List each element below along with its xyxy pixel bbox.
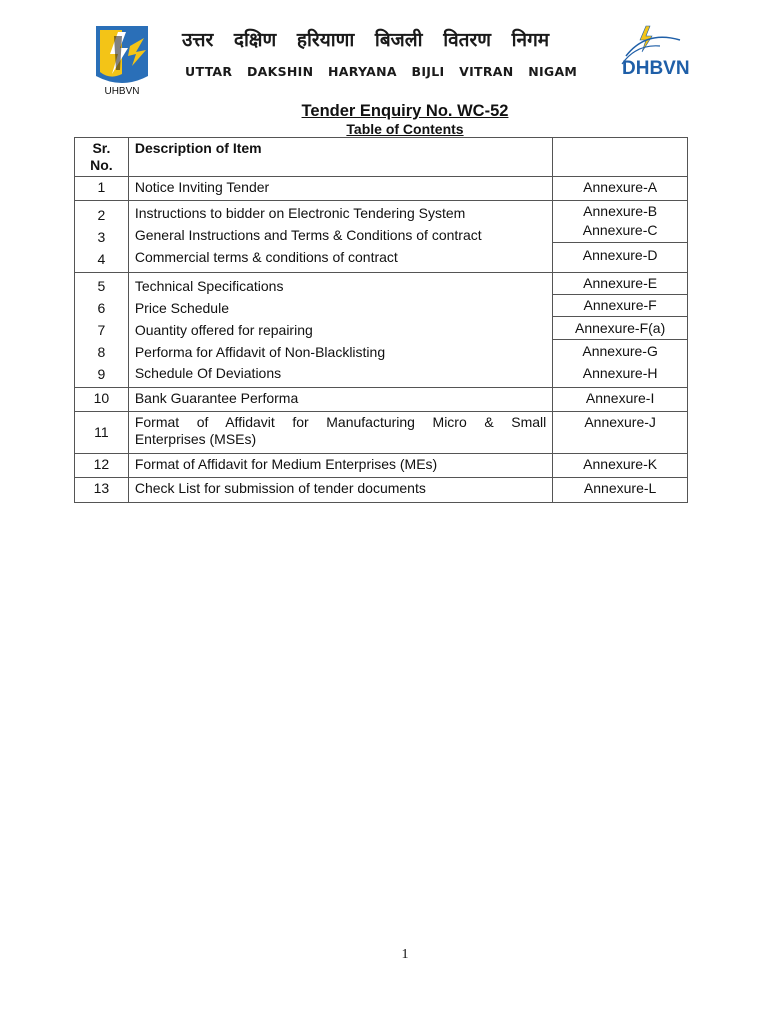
row-sr-group: [75, 201, 129, 273]
row-annexure-group: [553, 273, 688, 388]
row-description-group: [128, 201, 552, 273]
row-description-line2: Enterprises (MSEs): [134, 431, 257, 447]
annexure-header: [553, 138, 688, 177]
table-row: [75, 273, 688, 388]
row-sr: 6: [97, 300, 106, 316]
row-description: Ouantity offered for repairing: [134, 322, 313, 338]
table-row: [75, 412, 688, 454]
row-annexure: Annexure-F(a): [574, 320, 666, 336]
contents-table: [74, 137, 688, 503]
row-annexure: Annexure-D: [582, 247, 658, 263]
row-sr: 12: [75, 454, 129, 478]
row-sr: 8: [97, 344, 106, 360]
row-sr: 5: [97, 278, 106, 294]
description-header: Description of Item: [128, 138, 552, 177]
row-description: General Instructions and Terms & Conditions of contract: [134, 227, 482, 243]
tender-enquiry-title: Tender Enquiry No. WC-52: [301, 102, 509, 120]
row-sr: 10: [75, 388, 129, 412]
row-sr: 9: [97, 366, 106, 382]
row-description: [128, 412, 552, 454]
table-header-row: [75, 138, 688, 177]
page-number: 1: [401, 947, 409, 962]
row-description: Format of Affidavit for Medium Enterprises (MEs): [128, 454, 552, 478]
row-annexure: Annexure-A: [553, 177, 688, 201]
row-sr: 2: [97, 207, 106, 223]
row-sr: 13: [75, 478, 129, 503]
sr-header-line2: No.: [90, 157, 113, 173]
letterhead: [0, 0, 770, 105]
row-sr: 1: [75, 177, 129, 201]
row-annexure: Annexure-F: [583, 297, 657, 313]
row-annexure: Annexure-C: [582, 222, 658, 238]
row-sr: 11: [75, 412, 129, 454]
row-annexure: Annexure-E: [583, 275, 658, 291]
row-annexure: Annexure-I: [553, 388, 688, 412]
row-description-line1: Format of Affidavit for Manufacturing Micro & Small: [134, 414, 547, 430]
table-row: [75, 201, 688, 273]
row-annexure: Annexure-L: [553, 478, 688, 503]
row-annexure: Annexure-H: [582, 365, 658, 381]
row-description: Price Schedule: [134, 300, 229, 316]
table-row: [75, 177, 688, 201]
row-sr: 4: [97, 251, 106, 267]
row-sr: 3: [97, 229, 106, 245]
row-annexure: Annexure-J: [553, 412, 688, 454]
right-logo-text: DHBVN: [622, 58, 690, 79]
row-description: Schedule Of Deviations: [134, 365, 282, 381]
row-sr-group: [75, 273, 129, 388]
table-row: [75, 478, 688, 503]
row-description: Check List for submission of tender documents: [128, 478, 552, 503]
sr-no-header: [75, 138, 129, 177]
hindi-org-name: उत्तर दक्षिण हरियाणा बिजली वितरण निगम: [182, 29, 550, 51]
table-row: [75, 454, 688, 478]
row-description: Technical Specifications: [134, 278, 284, 294]
row-annexure: Annexure-B: [583, 203, 658, 219]
row-description-group: [128, 273, 552, 388]
row-description: Notice Inviting Tender: [128, 177, 552, 201]
row-description: Instructions to bidder on Electronic Tendering System: [134, 205, 466, 221]
english-org-name: UTTAR DAKSHIN HARYANA BIJLI VITRAN NIGAM: [185, 64, 578, 79]
table-row: [75, 388, 688, 412]
row-annexure-group: [553, 201, 688, 273]
row-description: Commercial terms & conditions of contract: [134, 249, 398, 265]
row-description: Bank Guarantee Performa: [128, 388, 552, 412]
row-sr: 7: [97, 322, 106, 338]
row-annexure: Annexure-G: [582, 343, 658, 359]
left-logo-text: UHBVN: [104, 86, 140, 97]
sr-header-line1: Sr.: [92, 140, 111, 156]
table-of-contents-title: Table of Contents: [346, 121, 464, 137]
row-annexure: Annexure-K: [553, 454, 688, 478]
row-description: Performa for Affidavit of Non-Blacklisting: [134, 344, 386, 360]
